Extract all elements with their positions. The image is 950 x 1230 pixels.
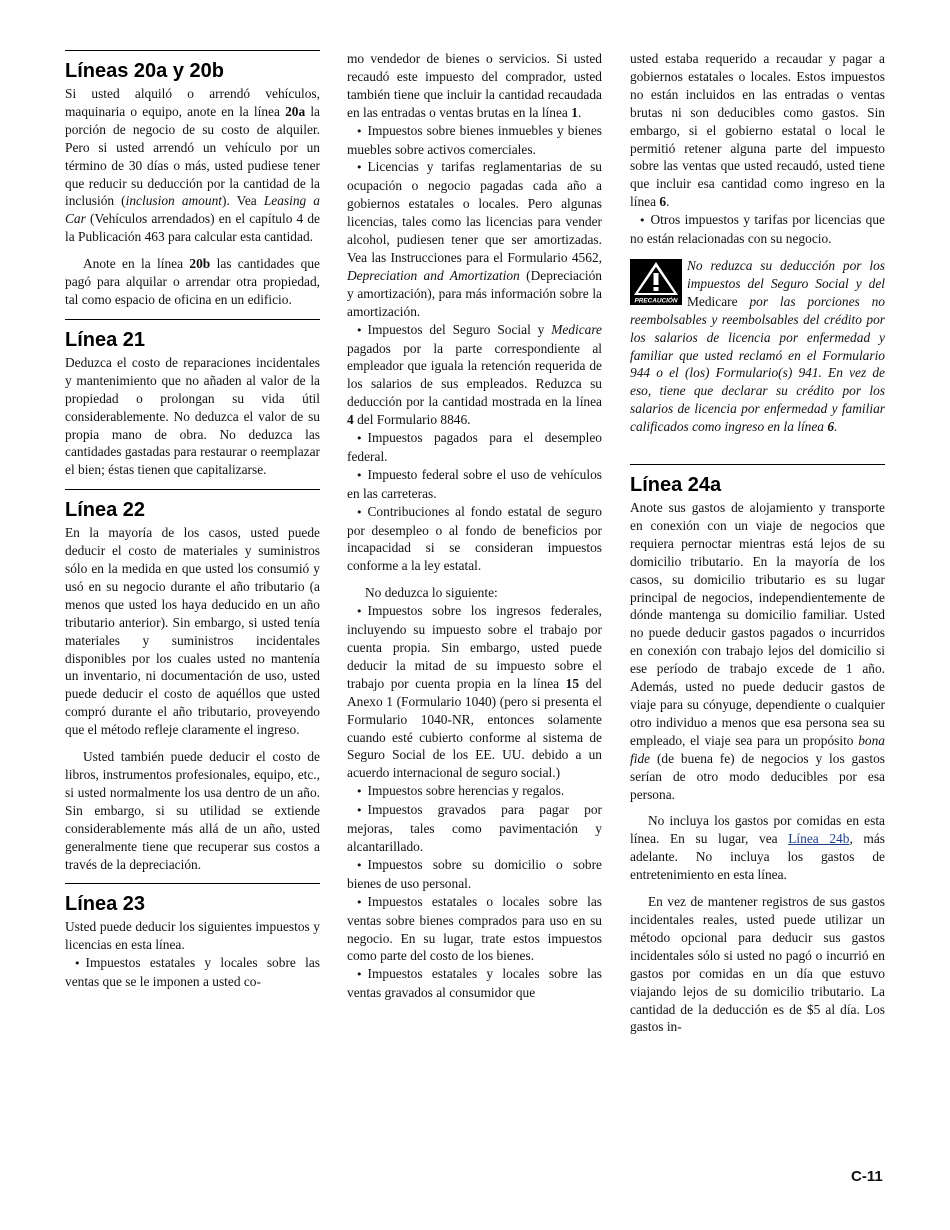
paragraph-22-2: Usted también puede deducir el costo de libros, instrumentos profesionales, equipo, etc., si usted normalmente los usa dentro de un año. Sin embargo, si su utilidad se extiende considerablemente más allá de un año, usted generalmente tiene que recuperar sus costos a través de la depreciación.: [65, 749, 320, 872]
section-rule: [630, 464, 885, 465]
bullet-item: • Licencias y tarifas reglamentarias de su ocupación o negocio pagadas cada año a gobiernos estatales o locales. Pero algunas licencias, tales como las licencias para vender alcohol, pudiesen tener que ser amortizadas. Vea las Instrucciones para el Formulario 4562, Depreciation and Amortization (Depreciación y amortización), para más información sobre la amortización.: [347, 158, 602, 320]
bullet-item: • Impuestos sobre su domicilio o sobre bienes de uso personal.: [347, 856, 602, 893]
section-rule: [65, 319, 320, 320]
paragraph-24a-3: En vez de mantener registros de sus gastos incidentales reales, usted puede utilizar un método opcional para deducir sus gastos incidentales sólo si usted no pagó o incurrió en gastos por comidas en un día que estuvo viajando lejos de su domicilio tributario. La cantidad de la deducción es de $5 al día. Los gastos in-: [630, 894, 885, 1035]
heading-linea-23: Línea 23: [65, 893, 146, 916]
heading-linea-21: Línea 21: [65, 328, 146, 351]
paragraph-21: Deduzca el costo de reparaciones incidentales y mantenimiento que no añaden al valor de la propiedad o prolongan su vida útil considerablemente. No deduzca el valor de su propia mano de obra. No deduzca las cantidades gastadas para restaurar o reemplazar el bien; éstas tienen que capitalizarse.: [65, 354, 320, 478]
paragraph-20ab-1: Si usted alquiló o arrendó vehículos, maquinaria o equipo, anote en la línea 20a la porción de negocio de su costo de alquiler. Pero si usted arrendó un vehículo por un término de 30 días o más, usted pudiese tener que reducir su deducción por la cantidad de la inclusión (inclusion amount). Vea Leasing a Car (Vehículos arrendados) en el capítulo 4 de la Publicación 463 para calcular esta cantidad.: [65, 86, 320, 245]
heading-linea-24a: Línea 24a: [630, 474, 722, 497]
paragraph-continued: mo vendedor de bienes o servicios. Si usted recaudó este impuesto del comprador, usted también tiene que incluir la cantidad recaudada en las entradas o ventas brutas en la línea 1.: [347, 51, 602, 120]
bullet-item: • Otros impuestos y tarifas por licencias que no están relacionadas con su negocio.: [630, 211, 885, 248]
paragraph-20ab-2: Anote en la línea 20b las cantidades que pagó para alquilar o arrendar otra propiedad, tal como espacio de oficina en un edificio.: [65, 256, 320, 307]
heading-lineas-20a-20b: Líneas 20a y 20b: [65, 60, 224, 82]
bullet-item: • Contribuciones al fondo estatal de seguro por desempleo o al fondo de beneficios por incapacidad si se consideran impuestos conforme a la ley estatal.: [347, 503, 602, 576]
caution-icon: [630, 259, 682, 305]
bullet-item: • Impuestos sobre bienes inmuebles y bienes muebles sobre activos comerciales.: [347, 122, 602, 159]
bullet-item: • Impuestos sobre herencias y regalos.: [347, 782, 602, 801]
bullet-item: • Impuestos estatales y locales sobre las ventas que se le imponen a usted co-: [65, 954, 320, 991]
bullet-item: • Impuestos sobre los ingresos federales, incluyendo su impuesto sobre el trabajo por cuenta propia. Sin embargo, usted puede deducir la mitad de su impuesto sobre el trabajo por cuenta propia en la línea 15 del Anexo 1 (Formulario 1040) (pero si presenta el Formulario 1040-NR, entonces solamente cuando esté cubierto conforme al sistema de Seguro Social de los EE. UU. debido a un acuerdo internacional de seguro social.): [347, 602, 602, 782]
column-3: [630, 50, 885, 1036]
paragraph-24a-1: Anote sus gastos de alojamiento y transporte en conexión con un viaje de negocios que requiera pernoctar mientras está lejos de su domicilio tributario. En la mayoría de los casos, su domicilio tributario es su lugar principal de negocios, independientemente de dónde mantenga su domicilio familiar. Usted no puede deducir gastos pagados o incurridos en conexión con trabajo lejos del domicilio si ese período de trabajo excede de 1 año. Además, usted no puede deducir gastos de viaje para su cónyuge, dependiente o cualquier otro individuo a menos que esa persona sea su empleado, el viaje sea para un propósito bona fide (de buena fe) de negocios y los gastos serían de otro modo deducibles por esa persona.: [630, 500, 885, 802]
paragraph-22-1: En la mayoría de los casos, usted puede deducir el costo de materiales y suministros sólo en la medida en que usted los consumió y usó en su negocio durante el año tributario (a menos que usted los haya deducido en un año tributario anterior). Sin embargo, si usted tenía materiales y suministros incidentales disponibles por los cuales usted no mantenía un inventario, ni documentación de uso, usted puede deducir el costo de aquéllos que usted compró durante el año tributario, proveyendo que el método refleje claramente el ingreso.: [65, 525, 320, 738]
section-rule: [65, 883, 320, 884]
caution-note: PRECAUCIÓN No reduzca su deducción por los impuestos del Seguro Social y del Medicare por las porciones no reembolsables y reembolsables del crédito por los salarios de licencia por enfermedad y familiar que usted reclamó en el Formulario 944 o el (los) Formulario(s) 941. En vez de eso, tiene que declarar su crédito por los salarios de licencia por enfermedad y familiar calificados como ingreso en la línea 6.: [630, 257, 885, 435]
bullet-item: • Impuestos del Seguro Social y Medicare pagados por la parte correspondiente al empleador que iguala la retención requerida de los salarios de sus empleados. Reduzca su deducción por la cantidad mostrada en la línea 4 del Formulario 8846.: [347, 321, 602, 429]
bullet-item: • Impuestos estatales y locales sobre las ventas gravados al consumidor que: [347, 965, 602, 1002]
section-rule: [65, 50, 320, 51]
section-rule: [65, 489, 320, 490]
column-1: [65, 50, 320, 991]
link-linea-24b[interactable]: Línea 24b: [788, 831, 850, 847]
column-2: [347, 50, 602, 1002]
page-number: C-11: [851, 1168, 883, 1185]
bullet-item: • Impuestos pagados para el desempleo federal.: [347, 429, 602, 466]
heading-linea-22: Línea 22: [65, 499, 146, 522]
bullet-item: • Impuesto federal sobre el uso de vehículos en las carreteras.: [347, 466, 602, 503]
paragraph-23: Usted puede deducir los siguientes impuestos y licencias en esta línea.: [65, 919, 320, 953]
paragraph-continued: usted estaba requerido a recaudar y pagar a gobiernos estatales o locales. Estos impuestos no están incluidos en las entradas o ventas brutas ni son deducibles como gastos. Sin embargo, si el gobierno estatal o local le permitió retener alguna parte del impuesto sobre las ventas que usted recaudó, usted tiene que incluir esa cantidad como ingreso en la línea 6.: [630, 51, 885, 210]
bullet-item: • Impuestos gravados para pagar por mejoras, tales como pavimentación y alcantarillado.: [347, 801, 602, 856]
no-deduct-intro: No deduzca lo siguiente:: [365, 585, 498, 601]
paragraph-24a-2: No incluya los gastos por comidas en esta línea. En su lugar, vea Línea 24b, más adelante. No incluya los gastos de entretenimiento en esta línea.: [630, 813, 885, 883]
svg-text:PRECAUCIÓN: PRECAUCIÓN: [634, 297, 678, 305]
bullet-item: • Impuestos estatales o locales sobre las ventas sobre bienes comprados para uso en su negocio. En su lugar, trate estos impuestos como parte del costo de los bienes.: [347, 893, 602, 966]
